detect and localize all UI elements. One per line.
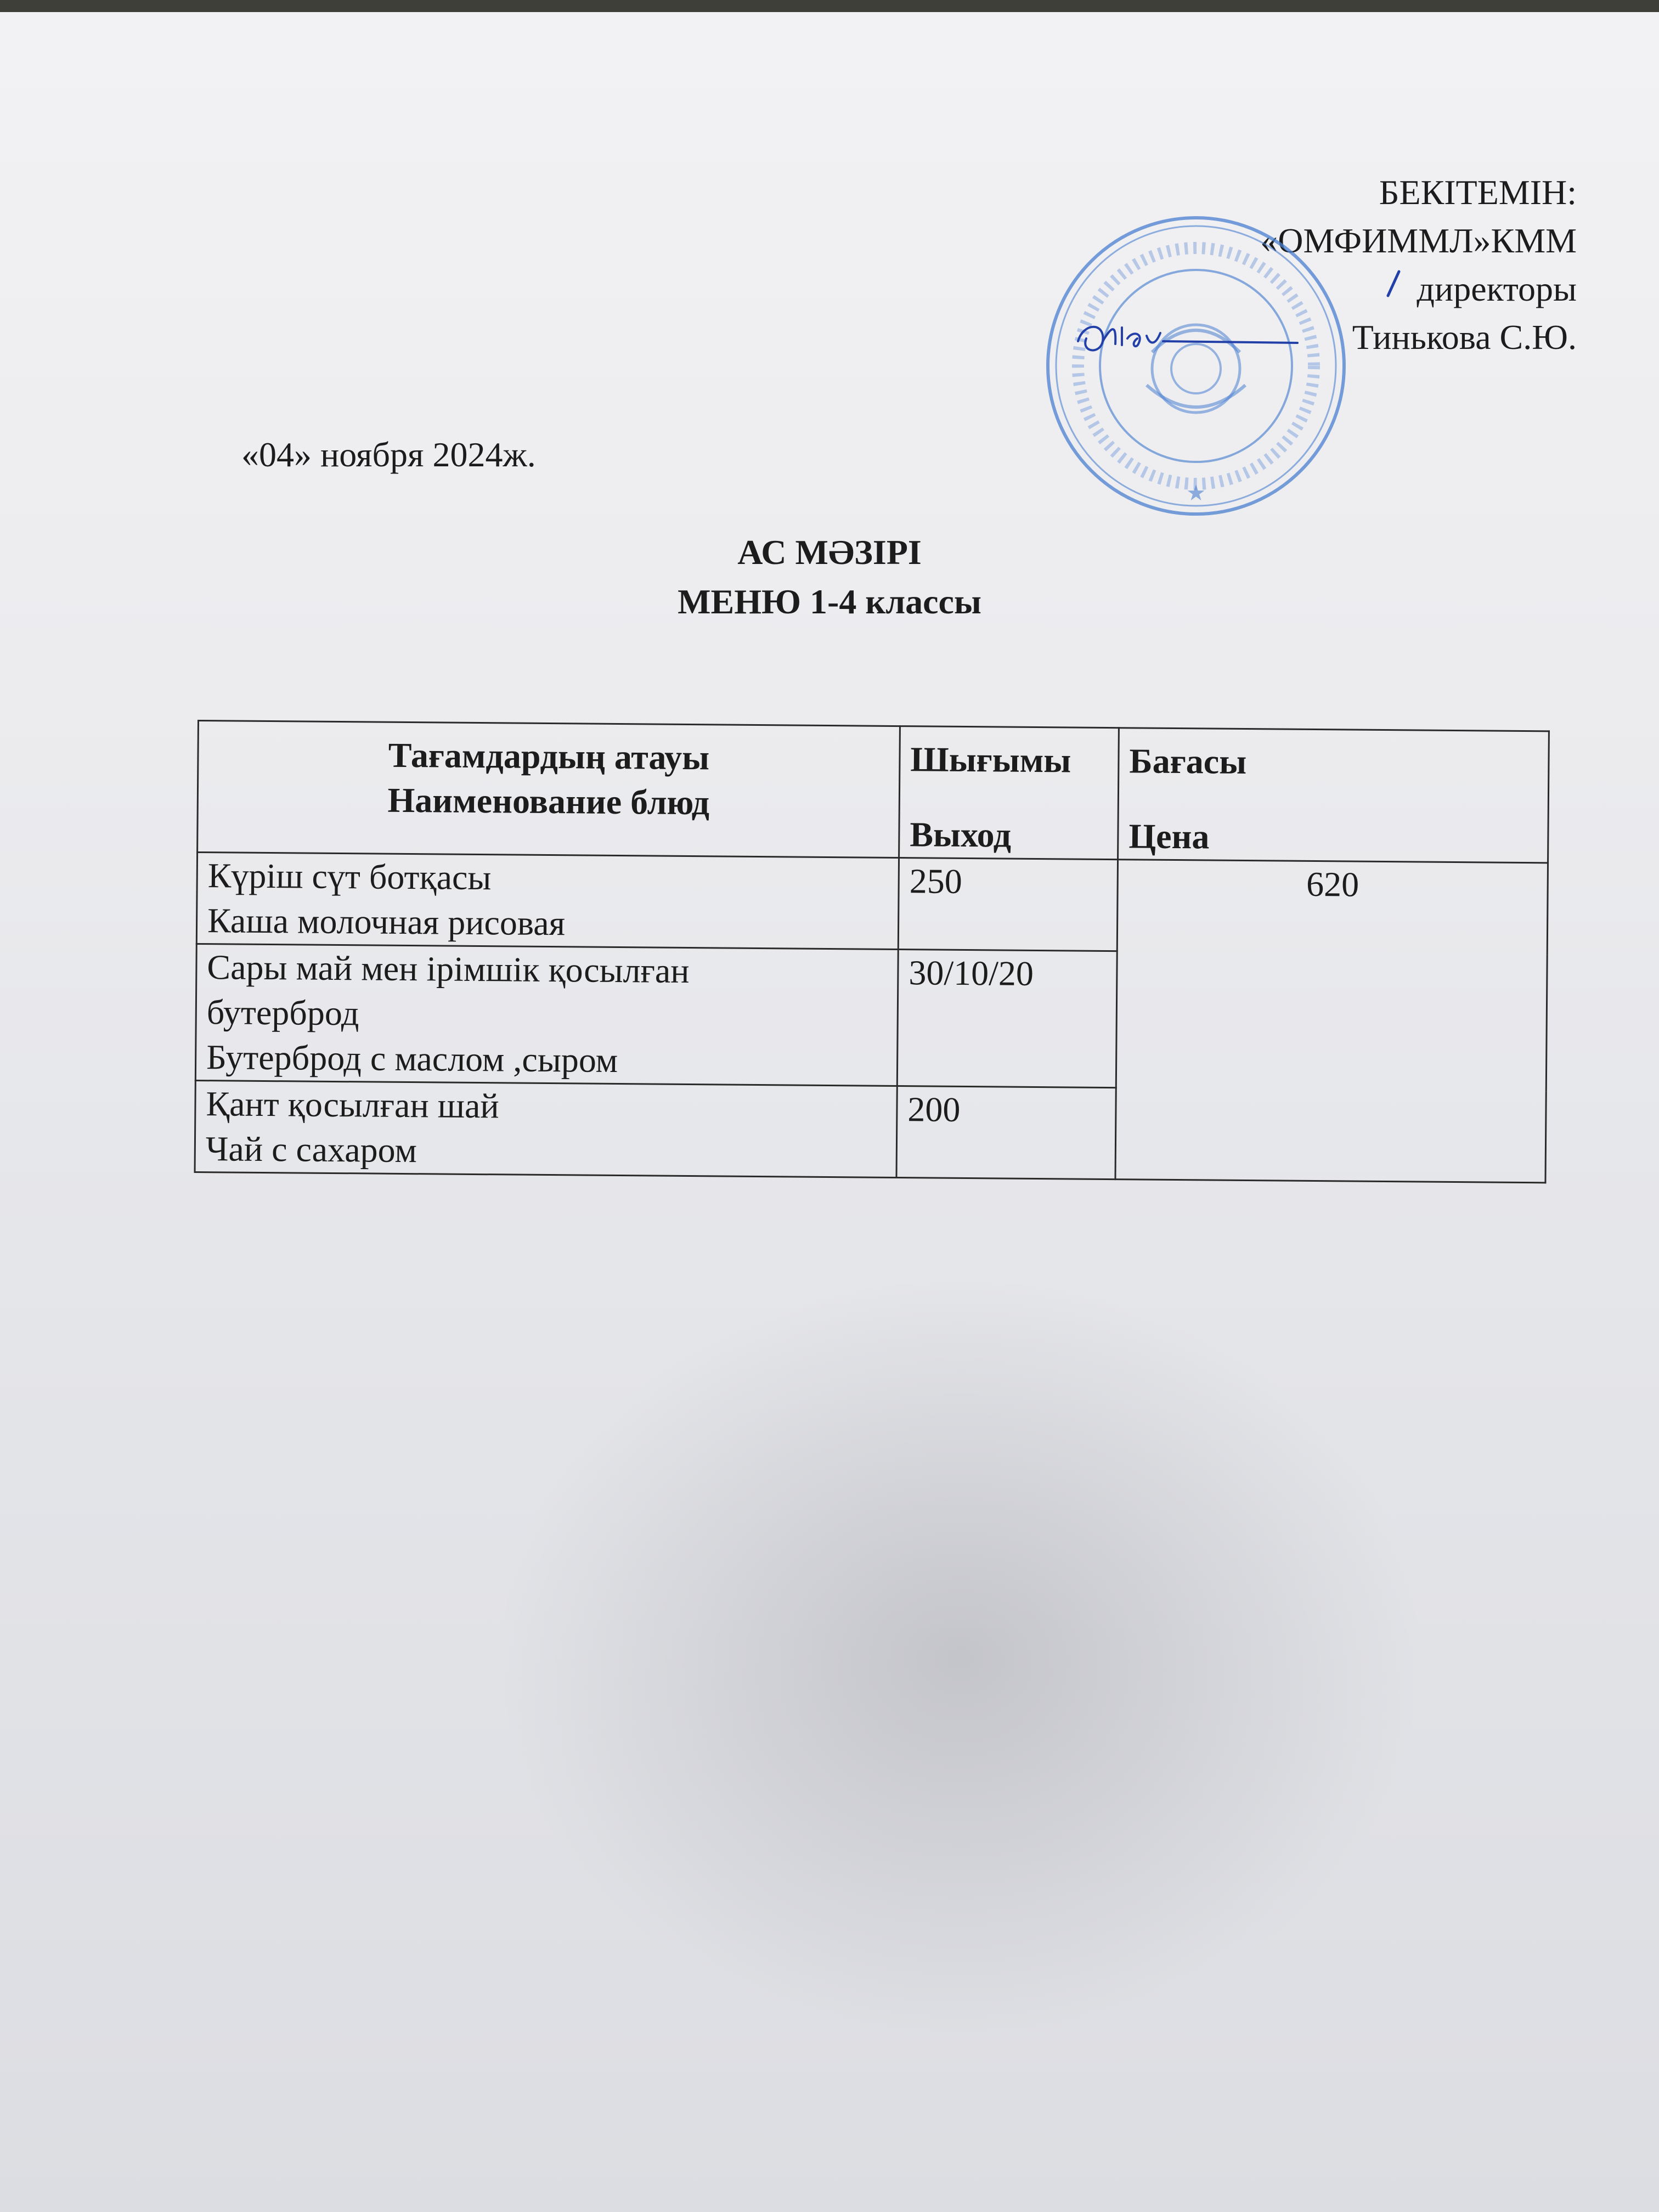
- header-name-kz: Тағамдардың атауы: [388, 735, 710, 777]
- dish-name-ru: Бутерброд с маслом ,сыром: [206, 1037, 618, 1080]
- title-kz: АС МӘЗІРІ: [737, 533, 922, 572]
- dish-name-kz-cont: бутерброд: [206, 992, 359, 1033]
- header-output-ru: Выход: [910, 815, 1012, 855]
- photo-shadow: [494, 1274, 1426, 2042]
- dish-cell: [195, 1080, 897, 1177]
- official-stamp: [1040, 210, 1352, 522]
- dish-name-kz: Күріш сүт ботқасы: [207, 856, 492, 898]
- document-date: «04» ноября 2024ж.: [241, 435, 536, 474]
- svg-text:★: ★: [1186, 481, 1206, 505]
- approval-heading: БЕКІТЕМІН:: [1379, 173, 1577, 212]
- price-cell: 620: [1115, 860, 1548, 1183]
- header-name-ru: Наименование блюд: [387, 780, 710, 822]
- approval-position: директоры: [1417, 269, 1577, 308]
- table-header-row: [198, 721, 1549, 863]
- document-page: [0, 12, 1659, 2212]
- header-price-ru: Цена: [1128, 816, 1210, 856]
- output-cell: 200: [896, 1086, 1116, 1180]
- header-output-kz: Шығымы: [910, 740, 1071, 780]
- signature-mark: [1383, 267, 1404, 300]
- table-row: [196, 853, 1548, 955]
- output-cell: 250: [898, 858, 1118, 951]
- dish-name-ru: Чай с сахаром: [205, 1129, 417, 1170]
- header-price: [1118, 728, 1549, 863]
- dish-name-kz: Қант қосылған шай: [206, 1084, 499, 1126]
- dish-name-ru: Каша молочная рисовая: [207, 901, 566, 943]
- menu-table: [194, 720, 1550, 1183]
- header-dish-name: [198, 721, 900, 858]
- header-output: [899, 726, 1119, 860]
- approval-organization: «ОМФИММЛ»КММ: [1260, 221, 1577, 260]
- approval-name: Тинькова С.Ю.: [1352, 318, 1577, 357]
- signature: [1073, 311, 1303, 360]
- header-price-kz: Бағасы: [1129, 741, 1247, 782]
- dish-cell: [196, 853, 899, 950]
- title-ru: МЕНЮ 1-4 классы: [678, 582, 981, 621]
- dish-cell: [195, 944, 898, 1086]
- dish-name-kz: Сары май мен ірімшік қосылған: [207, 947, 690, 991]
- output-cell: 30/10/20: [897, 950, 1117, 1088]
